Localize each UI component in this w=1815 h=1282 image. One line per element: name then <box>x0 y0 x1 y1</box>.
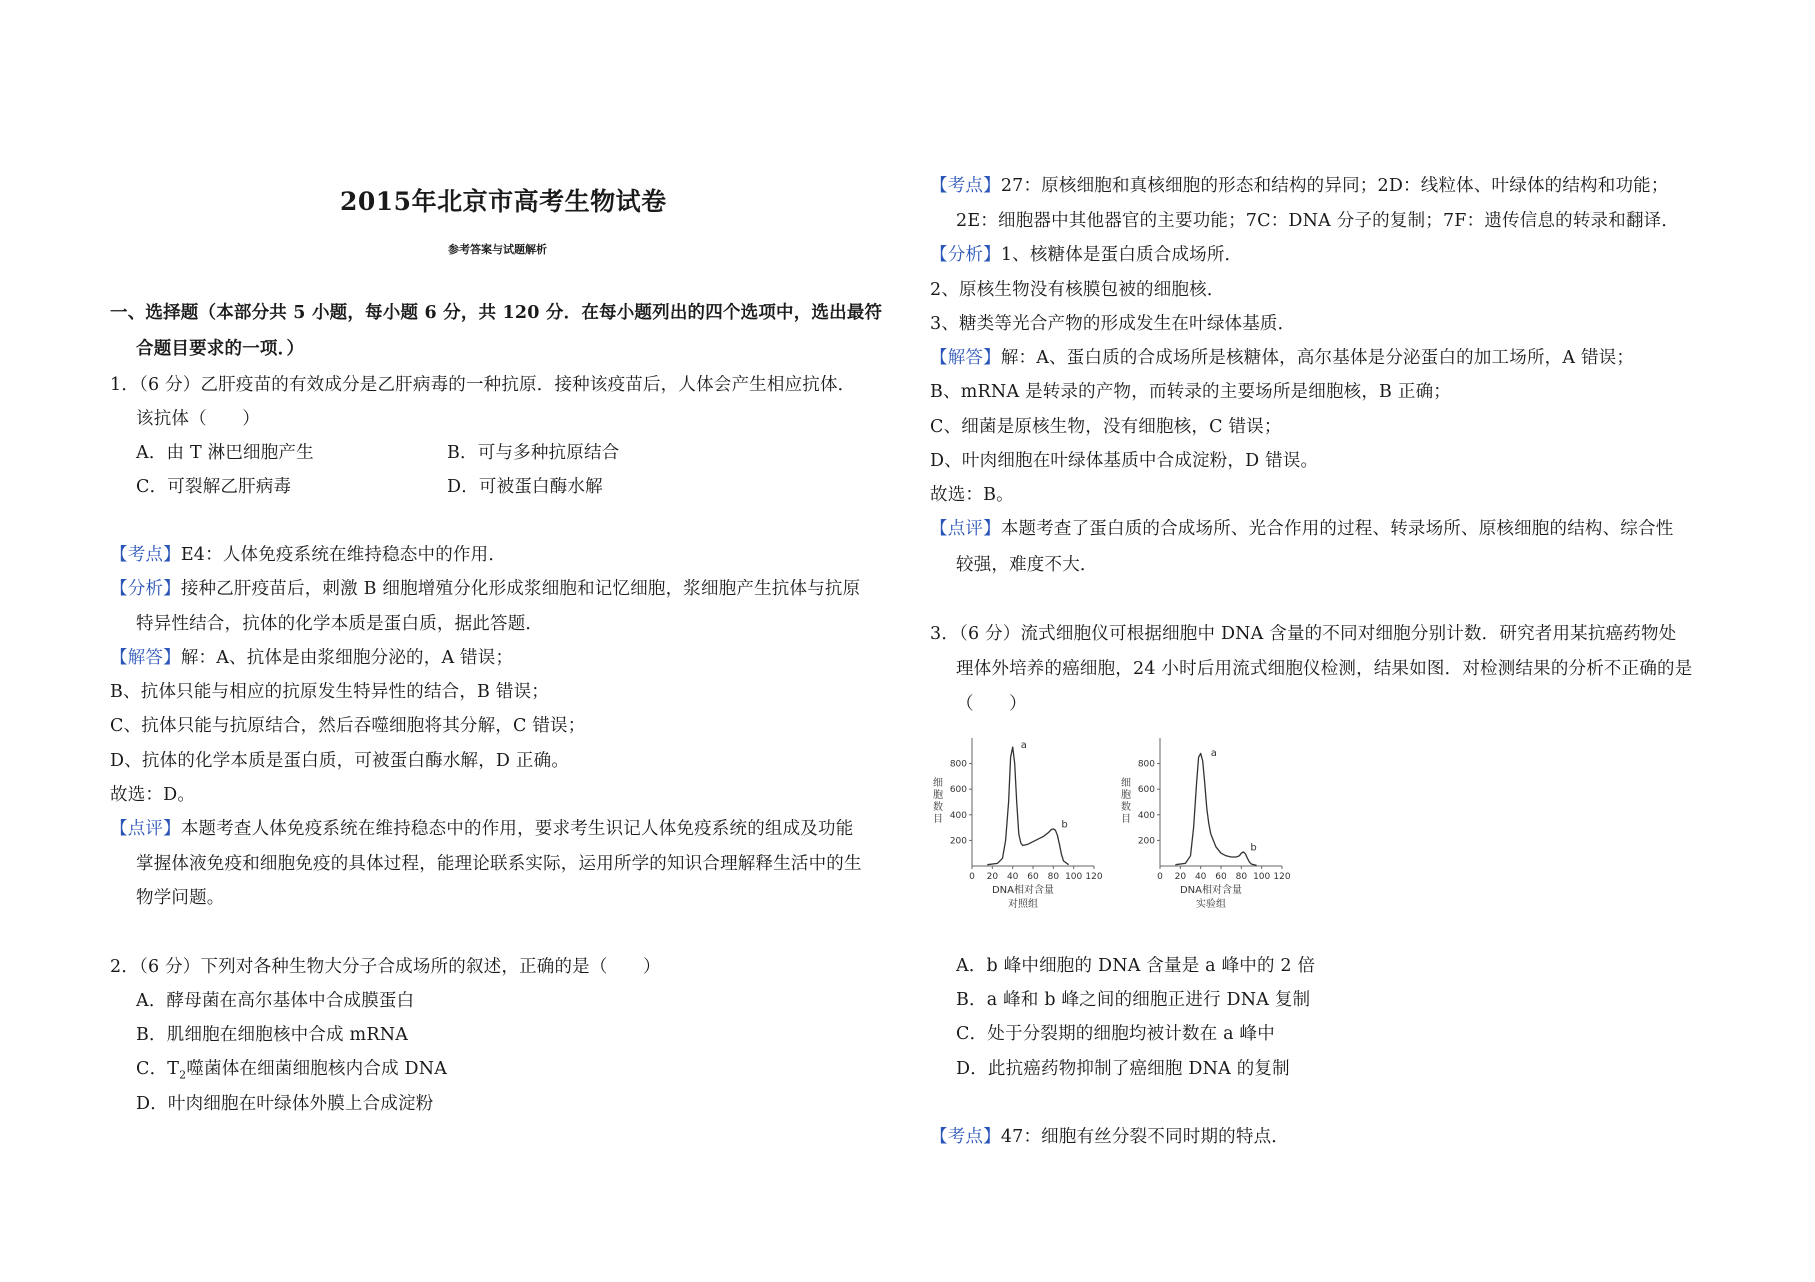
x-axis-label: DNA相对含量 <box>1179 885 1243 896</box>
q2-fenxi-text1: 1、核糖体是蛋白质合成场所． <box>1000 245 1243 265</box>
q2-option-c <box>136 1058 447 1087</box>
series-line <box>1175 753 1256 865</box>
y-axis-label-char: 胞 <box>933 790 943 801</box>
q3-option-c: C．处于分裂期的细胞均被计数在 a 峰中 <box>956 1024 1275 1044</box>
x-tick-label: 120 <box>1273 872 1291 882</box>
x-tick-label: 80 <box>1235 872 1248 882</box>
x-tick-label: 0 <box>1157 872 1163 882</box>
q1-dianping-line3: 物学问题。 <box>136 888 225 908</box>
flow-cytometry-chart-experiment <box>1118 728 1298 928</box>
chart-title: 对照组 <box>1008 899 1038 910</box>
y-tick-label: 400 <box>1137 810 1155 821</box>
peak-label-b: b <box>1061 819 1068 831</box>
q1-answer: 故选：D。 <box>110 785 196 805</box>
x-tick-label: 80 <box>1047 872 1060 882</box>
q2-dianping-line1 <box>930 518 1673 540</box>
y-axis-label-char: 数 <box>1121 802 1131 813</box>
q1-option-b: B．可与多种抗原结合 <box>447 443 620 463</box>
document-title: 2015年北京市高考生物试卷 <box>340 187 667 216</box>
q1-option-a: A．由 T 淋巴细胞产生 <box>136 443 314 463</box>
q1-jieda-text1: 解：A、抗体是由浆细胞分泌的，A 错误； <box>180 648 514 668</box>
jieda-tag: 【解答】 <box>930 348 1001 368</box>
kaodian-tag: 【考点】 <box>930 1127 1001 1147</box>
q3-stem-line1: 3．（6 分）流式细胞仪可根据细胞中 DNA 含量的不同对细胞分别计数．研究者用某抗癌药物处 <box>930 624 1677 644</box>
q2-kaodian-text1: 27：原核细胞和真核细胞的形态和结构的异同；2D：线粒体、叶绿体的结构和功能； <box>1000 176 1669 196</box>
jieda-tag: 【解答】 <box>110 648 181 668</box>
q2-option-c-subscript: 2 <box>179 1068 187 1082</box>
y-axis-label-char: 细 <box>933 778 943 789</box>
y-tick-label: 200 <box>949 836 967 847</box>
y-axis-label-char: 胞 <box>1121 790 1131 801</box>
q1-kaodian <box>110 544 506 566</box>
peak-label-b: b <box>1250 842 1257 854</box>
y-tick-label: 800 <box>949 759 967 770</box>
q2-jieda-line1 <box>930 347 1634 369</box>
q2-fenxi-line2: 2、原核生物没有核膜包被的细胞核． <box>930 280 1225 300</box>
q3-kaodian-text: 47：细胞有丝分裂不同时期的特点． <box>1000 1127 1289 1147</box>
y-tick-label: 400 <box>949 810 967 821</box>
q1-option-c: C．可裂解乙肝病毒 <box>136 477 292 497</box>
q2-option-c-text: 噬菌体在细菌细胞核内合成 DNA <box>186 1059 448 1079</box>
q3-stem-line2: 理体外培养的癌细胞，24 小时后用流式细胞仪检测，结果如图．对检测结果的分析不正确的是 <box>956 659 1693 679</box>
q2-answer: 故选：B。 <box>930 485 1014 505</box>
q1-dianping-line2: 掌握体液免疫和细胞免疫的具体过程，能理论联系实际，运用所学的知识合理解释生活中的生 <box>136 854 862 874</box>
dianping-tag: 【点评】 <box>110 819 181 839</box>
q3-stem-line3: （ ） <box>956 694 1027 714</box>
y-tick-label: 800 <box>1137 759 1155 770</box>
dianping-tag: 【点评】 <box>930 519 1001 539</box>
q1-dianping-line1 <box>110 818 853 840</box>
y-tick-label: 600 <box>949 785 967 796</box>
x-tick-label: 60 <box>1215 872 1227 882</box>
x-tick-label: 40 <box>1194 872 1207 882</box>
q2-option-d: D．叶肉细胞在叶绿体外膜上合成淀粉 <box>136 1094 434 1114</box>
q1-kaodian-text: E4：人体免疫系统在维持稳态中的作用． <box>180 545 507 565</box>
peak-label-a: a <box>1210 747 1217 759</box>
q1-fenxi-line1 <box>110 578 860 600</box>
q1-jieda-line3: C、抗体只能与抗原结合，然后吞噬细胞将其分解，C 错误； <box>110 716 586 736</box>
flow-cytometry-chart-control <box>930 728 1110 928</box>
q2-fenxi-line3: 3、糖类等光合产物的形成发生在叶绿体基质． <box>930 314 1296 334</box>
q1-jieda-line2: B、抗体只能与相应的抗原发生特异性的结合，B 错误； <box>110 682 549 702</box>
y-axis-label-char: 数 <box>933 802 943 813</box>
fenxi-tag: 【分析】 <box>930 245 1001 265</box>
q1-jieda-line1 <box>110 647 513 669</box>
q2-jieda-line2: B、mRNA 是转录的产物，而转录的主要场所是细胞核，B 正确； <box>930 382 1451 402</box>
peak-label-a: a <box>1020 740 1027 752</box>
q3-kaodian <box>930 1126 1289 1148</box>
x-tick-label: 100 <box>1065 872 1083 882</box>
q2-stem: 2．（6 分）下列对各种生物大分子合成场所的叙述，正确的是（ ） <box>110 957 661 977</box>
q2-option-a: A．酵母菌在高尔基体中合成膜蛋白 <box>136 991 415 1011</box>
q2-option-c-prefix: C．T <box>136 1059 180 1079</box>
x-tick-label: 100 <box>1253 872 1271 882</box>
q2-dianping-line2: 较强，难度不大． <box>956 555 1098 575</box>
q2-jieda-line4: D、叶肉细胞在叶绿体基质中合成淀粉，D 错误。 <box>930 451 1319 471</box>
section-heading-line1: 一、选择题（本部分共 5 小题，每小题 6 分，共 120 分．在每小题列出的四个选项中，选出最符 <box>110 303 883 323</box>
q1-stem-line1: 1．（6 分）乙肝疫苗的有效成分是乙肝病毒的一种抗原．接种该疫苗后，人体会产生相应抗体． <box>110 375 856 395</box>
q1-fenxi-text1: 接种乙肝疫苗后，刺激 B 细胞增殖分化形成浆细胞和记忆细胞，浆细胞产生抗体与抗原 <box>180 579 861 599</box>
q2-fenxi-line1 <box>930 244 1242 266</box>
y-axis-label-char: 细 <box>1121 778 1131 789</box>
q2-option-b: B．肌细胞在细胞核中合成 mRNA <box>136 1025 409 1045</box>
q3-option-a: A．b 峰中细胞的 DNA 含量是 a 峰中的 2 倍 <box>956 956 1316 976</box>
y-tick-label: 600 <box>1137 785 1155 796</box>
kaodian-tag: 【考点】 <box>110 545 181 565</box>
x-tick-label: 40 <box>1006 872 1019 882</box>
x-axis-label: DNA相对含量 <box>991 885 1055 896</box>
y-tick-label: 200 <box>1137 836 1155 847</box>
q1-option-d: D．可被蛋白酶水解 <box>447 477 603 497</box>
q2-jieda-text1: 解：A、蛋白质的合成场所是核糖体，高尔基体是分泌蛋白的加工场所，A 错误； <box>1000 348 1635 368</box>
q1-stem-line2: 该抗体（ ） <box>136 409 260 429</box>
x-tick-label: 20 <box>1174 872 1187 882</box>
y-axis-label-char: 目 <box>1121 814 1131 825</box>
series-line <box>987 747 1068 865</box>
x-tick-label: 20 <box>986 872 999 882</box>
fenxi-tag: 【分析】 <box>110 579 181 599</box>
x-tick-label: 0 <box>969 872 975 882</box>
kaodian-tag: 【考点】 <box>930 176 1001 196</box>
q1-jieda-line4: D、抗体的化学本质是蛋白质，可被蛋白酶水解，D 正确。 <box>110 751 570 771</box>
document-subtitle: 参考答案与试题解析 <box>448 243 547 256</box>
q1-fenxi-line2: 特异性结合，抗体的化学本质是蛋白质，据此答题． <box>136 614 544 634</box>
q3-option-d: D．此抗癌药物抑制了癌细胞 DNA 的复制 <box>956 1059 1290 1079</box>
section-heading-line2: 合题目要求的一项．） <box>136 339 305 359</box>
q2-dianping-text1: 本题考查了蛋白质的合成场所、光合作用的过程、转录场所、原核细胞的结构、综合性 <box>1000 519 1674 539</box>
q1-dianping-text1: 本题考查人体免疫系统在维持稳态中的作用，要求考生识记人体免疫系统的组成及功能 <box>180 819 854 839</box>
x-tick-label: 60 <box>1027 872 1039 882</box>
q2-kaodian-line2: 2E：细胞器中其他器官的主要功能；7C：DNA 分子的复制；7F：遗传信息的转录和翻译． <box>956 211 1680 231</box>
chart-title: 实验组 <box>1196 899 1226 910</box>
q2-kaodian-line1 <box>930 175 1669 197</box>
q3-option-b: B．a 峰和 b 峰之间的细胞正进行 DNA 复制 <box>956 990 1311 1010</box>
y-axis-label-char: 目 <box>933 814 943 825</box>
x-tick-label: 120 <box>1085 872 1103 882</box>
q2-jieda-line3: C、细菌是原核生物，没有细胞核，C 错误； <box>930 417 1282 437</box>
